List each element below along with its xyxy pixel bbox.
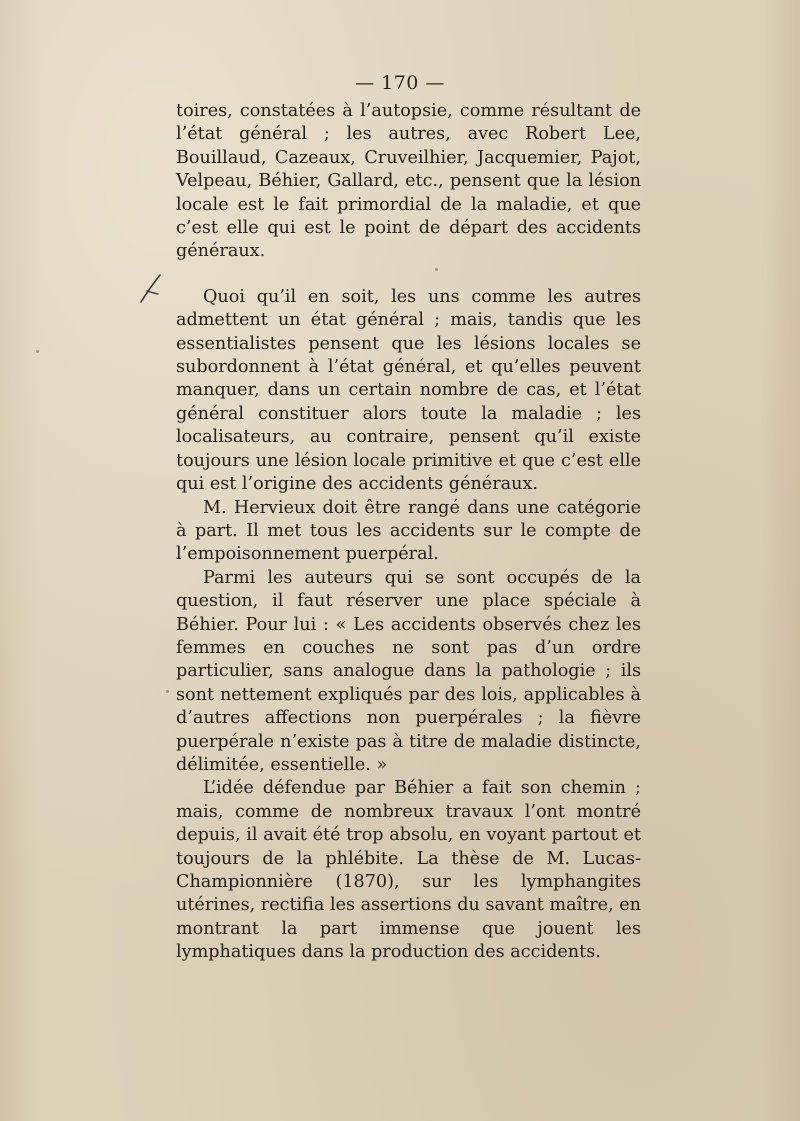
- paragraph-hervieux: M. Hervieux doit être rangé dans une catégorie à part. Il met tous les accidents sur le compte de l’empoisonnement puerpéral.: [176, 497, 641, 565]
- paper-speck: [435, 268, 438, 271]
- paragraph-continuation: toires, constatées à l’autopsie, comme résultant de l’état général ; les autres, avec Robert Lee, Bouillaud, Cazeaux, Cruveilhier, Jacquemier, Pajot, Velpeau, Béhier, Gallard, etc., pensent que la lésion locale est le fait primordial de la maladie, et que c’est elle qui est le point de départ des accidents généraux.: [176, 101, 641, 262]
- paper-speck: [36, 350, 39, 353]
- paragraph-behier-quote: Parmi les auteurs qui se sont occupés de la question, il faut réserver une place spéciale à Béhier. Pour lui : « Les accidents observés chez les femmes en couches ne sont pas d’un ordre particulier, sans analogue dans la pathologie ; ils sont nettement expliqués par des lois, applicables à d’autres affections non puerpérales ; la fièvre puerpérale n’existe pas à titre de maladie distincte, délimitée, essentielle. »: [176, 567, 641, 775]
- paragraph-lucas-championniere: L’idée défendue par Béhier a fait son chemin ; mais, comme de nombreux travaux l’ont montré depuis, il avait été trop absolu, en voyant partout et toujours de la phlébite. La thèse de M. Lucas-Championnière (1870), sur les lymphangites utérines, rectifia les assertions du savant maître, en montrant la part immense que jouent les lymphatiques dans la production des accidents.: [176, 778, 642, 963]
- handwritten-cross-mark-icon: [138, 272, 164, 306]
- paper-speck: [487, 528, 490, 531]
- page-number: — 170 —: [355, 72, 445, 94]
- paper-speck: [166, 690, 169, 693]
- paragraph-quoi-quil-en-soit: Quoi qu’il en soit, les uns comme les autres admettent un état général ; mais, tandis que les essentialistes pensent que les lésions locales se subordonnent à l’état général, et qu’elles peuvent manquer, dans un certain nombre de cas, et l’état général constituer alors toute la maladie ; les localisateurs, au contraire, pensent qu’il existe toujours une lésion locale primitive et que c’est elle qui est l’origine des accidents généraux.: [176, 286, 641, 495]
- body-text: [176, 100, 641, 965]
